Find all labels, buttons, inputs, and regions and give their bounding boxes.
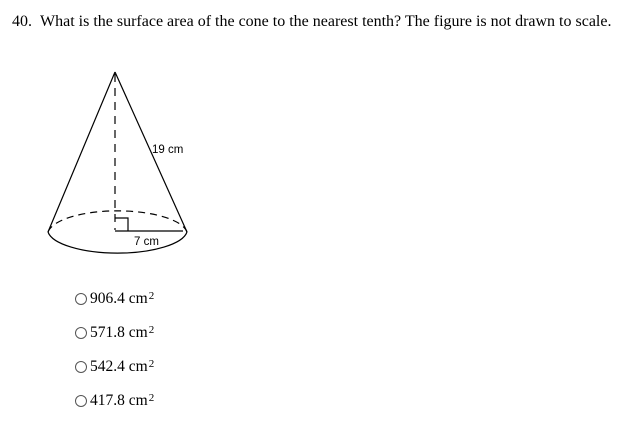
cone-diagram <box>40 64 200 254</box>
choice-d[interactable]: 417.8 cm $^2$ <box>75 384 275 418</box>
cone-figure <box>40 64 200 254</box>
choice-c-unit: cm <box>128 358 148 375</box>
choice-a-value: 906.4 <box>90 290 125 307</box>
choice-c[interactable]: 542.4 cm $^2$ <box>75 350 275 384</box>
cone-left-side <box>48 72 115 232</box>
choice-b[interactable]: 571.8 cm $^2$ <box>75 316 275 350</box>
choice-a[interactable]: 906.4 cm $^2$ <box>75 282 275 316</box>
choice-b-unit: cm <box>128 324 148 341</box>
question-text: What is the surface area of the cone to the nearest tenth? The figure is not drawn to scale. <box>40 13 612 30</box>
radio-button-a[interactable] <box>75 293 87 305</box>
question-number: 40. <box>12 13 32 30</box>
slant-height-label: 19 cm <box>152 144 184 156</box>
choice-c-value: 542.4 <box>90 358 125 375</box>
cone-base-back-dashed <box>48 211 187 232</box>
cone-base-front <box>48 232 187 253</box>
answer-choices <box>75 282 275 418</box>
radio-button-b[interactable] <box>75 327 87 339</box>
choice-d-value: 417.8 <box>90 392 125 409</box>
choice-d-unit: cm <box>128 392 148 409</box>
radio-button-c[interactable] <box>75 361 87 373</box>
choice-b-value: 571.8 <box>90 324 125 341</box>
radio-button-d[interactable] <box>75 395 87 407</box>
radius-label: 7 cm <box>134 236 159 248</box>
right-angle-marker <box>115 218 128 231</box>
question <box>12 12 611 32</box>
choice-a-unit: cm <box>128 290 148 307</box>
